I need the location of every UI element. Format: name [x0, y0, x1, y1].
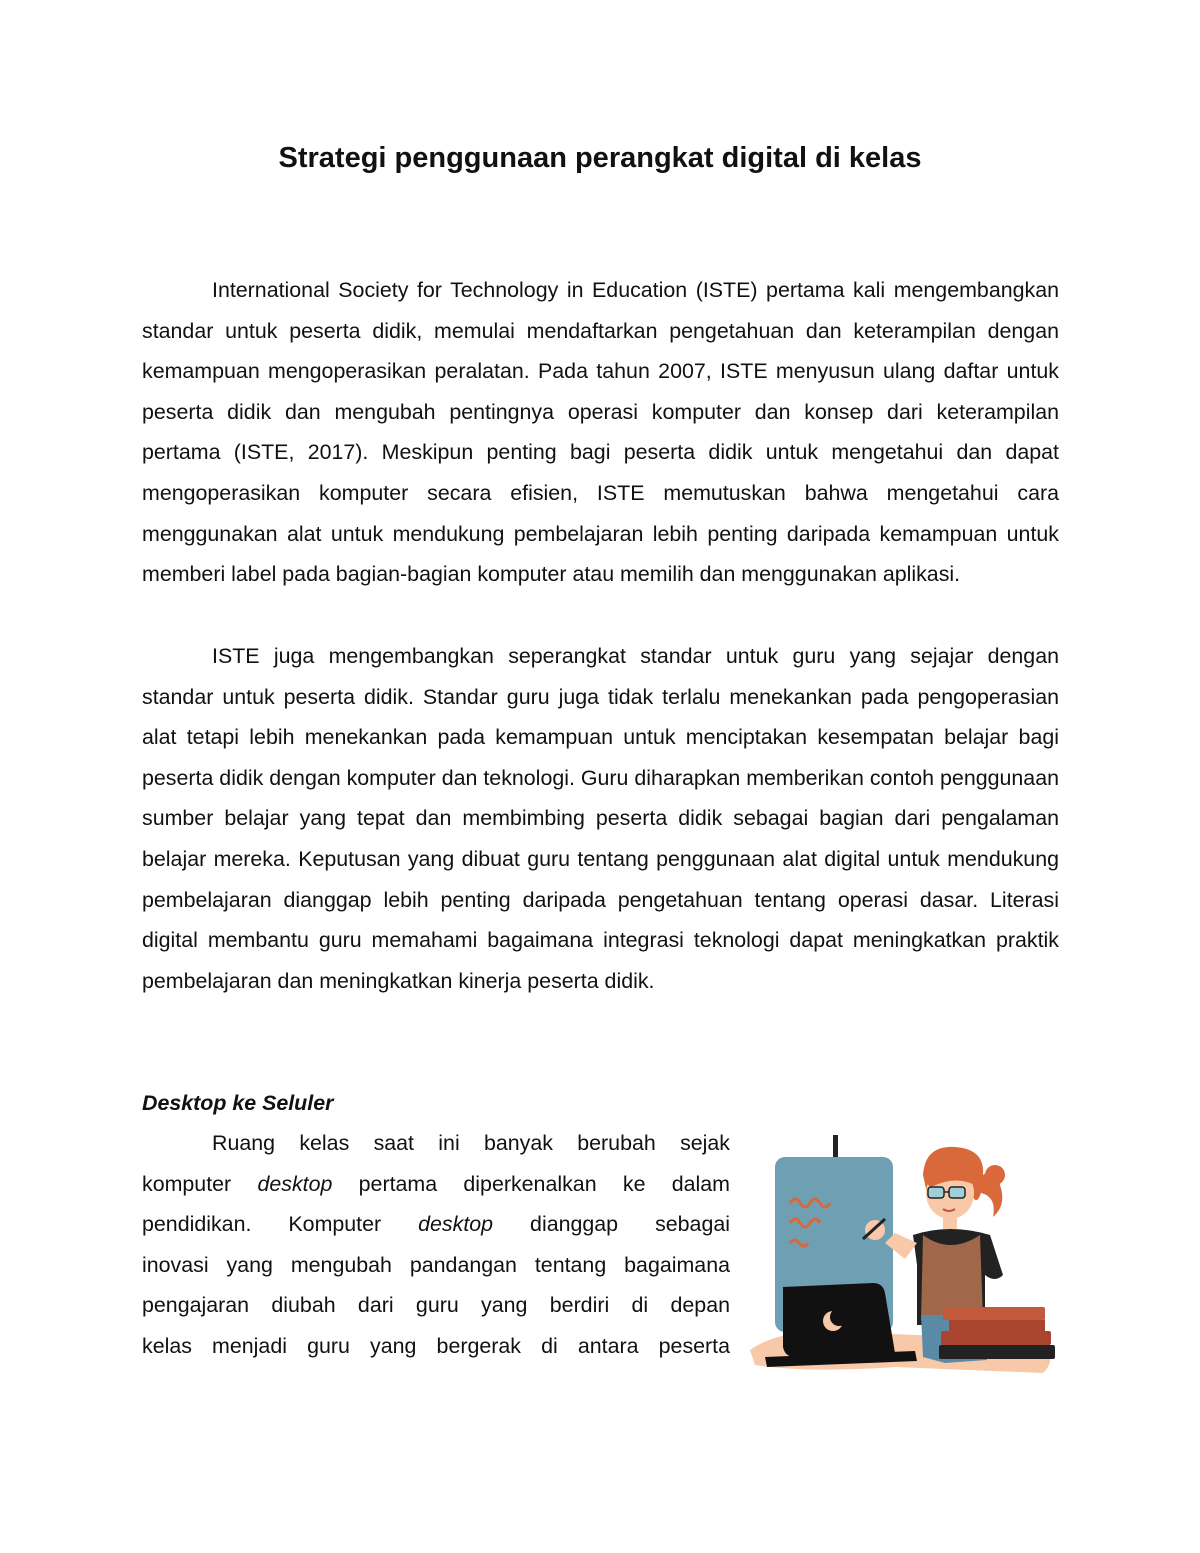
teacher-illustration-icon — [745, 1135, 1061, 1377]
line-text: pengajaran diubah dari guru yang berdiri di depan — [142, 1293, 730, 1318]
page-title: Strategi penggunaan perangkat digital di kelas — [278, 142, 922, 174]
emphasis-desktop: desktop — [257, 1171, 333, 1196]
paragraph-line — [142, 1326, 730, 1367]
book-shape — [943, 1307, 1045, 1320]
paragraph-iste-standards-students — [142, 270, 1059, 595]
paragraph-iste-standards-teachers — [142, 636, 1059, 1001]
emphasis-desktop: desktop — [418, 1212, 494, 1237]
section-heading: Desktop ke Seluler — [142, 1091, 334, 1115]
book-shape — [939, 1345, 1055, 1359]
paragraph-line — [142, 1123, 730, 1164]
line-text: pendidikan. Komputer — [142, 1212, 419, 1237]
neck-shape — [943, 1217, 957, 1229]
paragraph-line — [142, 1245, 730, 1286]
paragraph-line — [142, 1285, 730, 1326]
moon-logo-cut — [830, 1308, 848, 1326]
line-text: pertama diperkenalkan ke dalam — [332, 1171, 730, 1196]
paragraph-desktop-to-mobile — [142, 1123, 730, 1367]
paragraph-text: ISTE juga mengembangkan seperangkat standar untuk guru yang sejajar dengan standar untuk peserta didik. Standar guru juga tidak terlalu menekankan pada pengoperasian alat tetapi lebih menekankan pada kemampuan untuk menciptakan kesempatan belajar bagi peserta didik dengan komputer dan teknologi. Guru diharapkan memberikan contoh penggunaan sumber belajar yang tepat dan membimbing peserta didik sebagai bagian dari pengalaman belajar mereka. Keputusan yang dibuat guru tentang penggunaan alat digital untuk mendukung pembelajaran dianggap lebih penting daripada pengetahuan tentang operasi dasar. Literasi digital membantu guru memahami bagaimana integrasi teknologi dapat meningkatkan praktik pembelajaran dan meningkatkan kinerja peserta didik. — [142, 644, 1059, 993]
line-text: komputer — [142, 1171, 258, 1196]
glasses-lens — [928, 1187, 944, 1198]
line-text: dianggap sebagai — [493, 1212, 730, 1237]
book-shape — [949, 1319, 1045, 1332]
glasses-lens — [949, 1187, 965, 1198]
book-shape — [941, 1331, 1051, 1345]
line-text: inovasi yang mengubah pandangan tentang bagaimana — [142, 1252, 730, 1277]
line-text: kelas menjadi guru yang bergerak di antara peserta — [142, 1333, 730, 1358]
paragraph-line — [142, 1164, 730, 1205]
paragraph-text: International Society for Technology in Education (ISTE) pertama kali mengembangkan standar untuk peserta didik, memulai mendaftarkan pengetahuan dan keterampilan dengan kemampuan mengoperasikan peralatan. Pada tahun 2007, ISTE menyusun ulang daftar untuk peserta didik dan mengubah pentingnya operasi komputer dan konsep dari keterampilan pertama (ISTE, 2017). Meskipun penting bagi peserta didik untuk mengetahui dan dapat mengoperasikan komputer secara efisien, ISTE memutuskan bahwa mengetahui cara menggunakan alat untuk mendukung pembelajaran lebih penting daripada kemampuan untuk memberi label pada bagian-bagian komputer atau memilih dan menggunakan aplikasi. — [142, 278, 1059, 587]
paragraph-line — [142, 1204, 730, 1245]
easel-leg — [833, 1135, 838, 1157]
line-text: Ruang kelas saat ini banyak berubah sejak — [212, 1131, 730, 1155]
hair-bun — [985, 1165, 1005, 1185]
